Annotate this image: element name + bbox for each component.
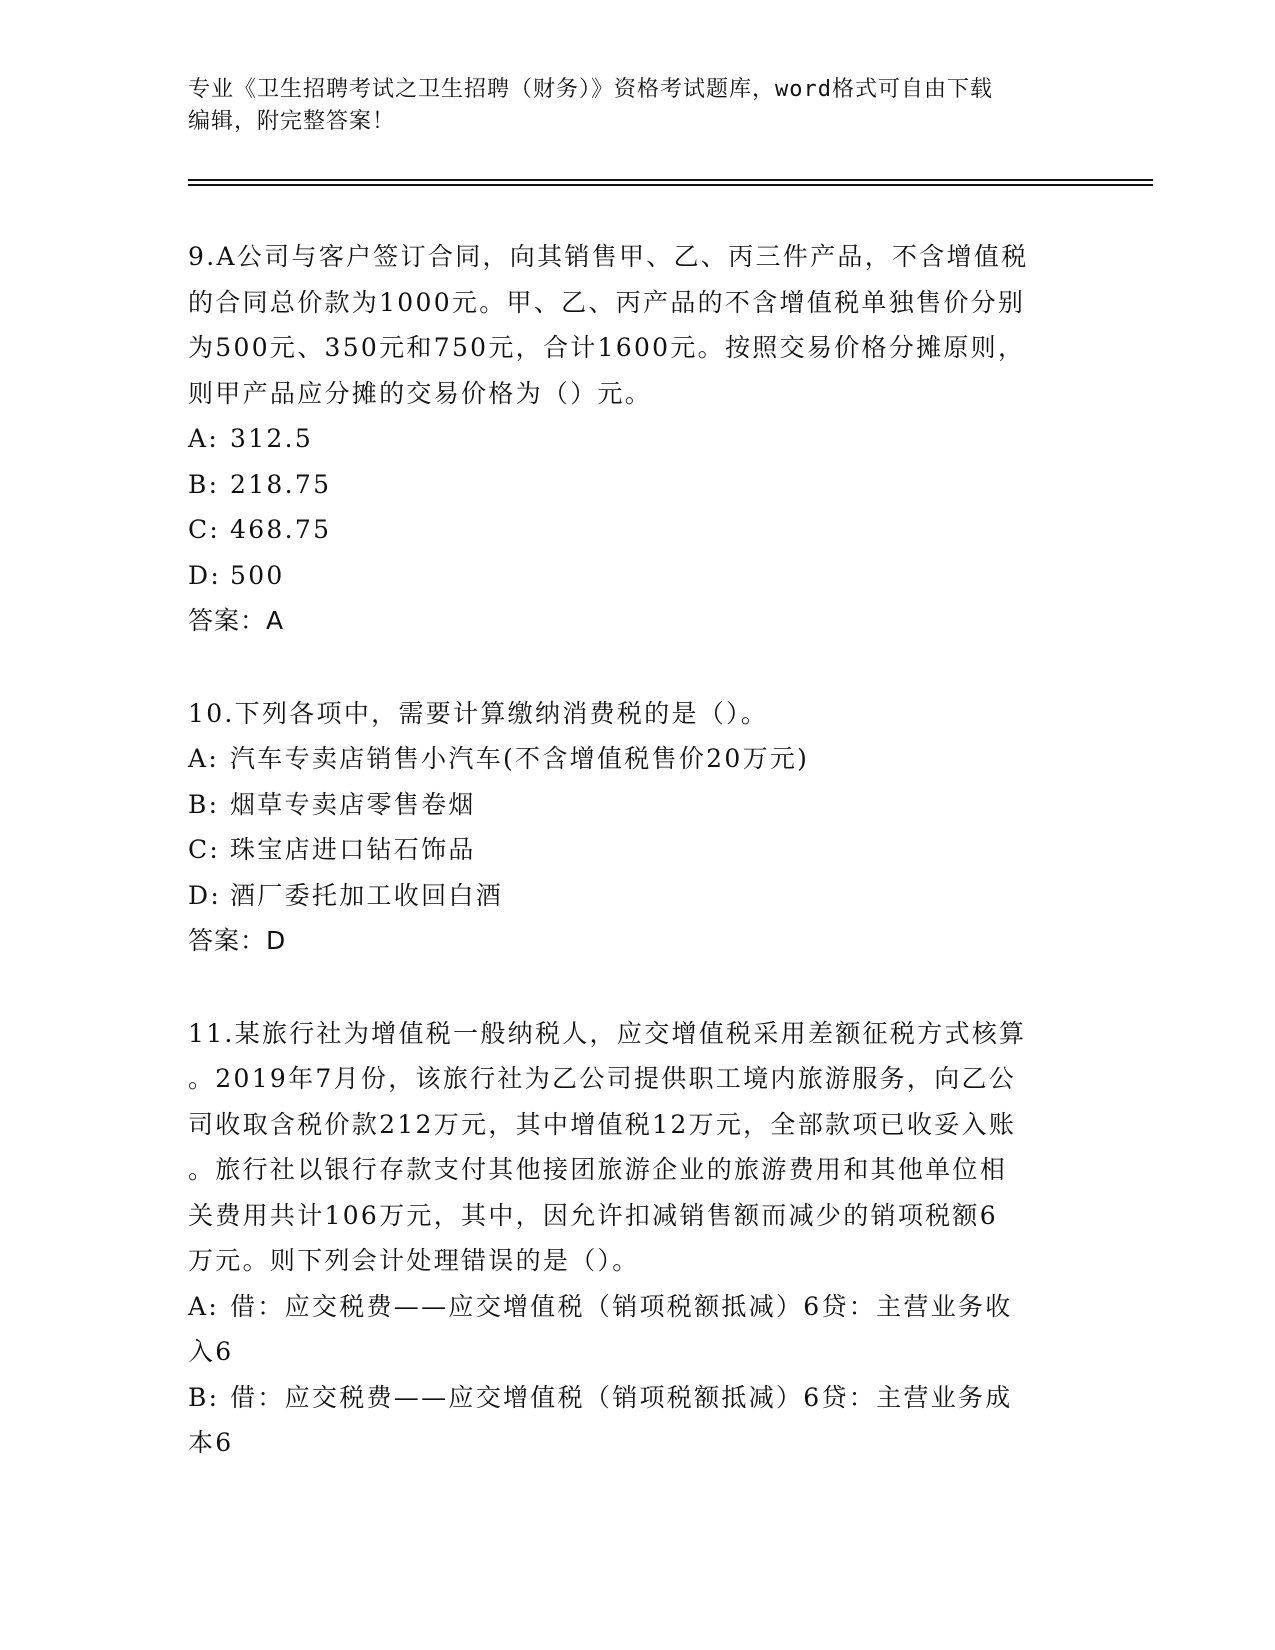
- option-key: B:: [188, 469, 220, 499]
- option-key: C:: [188, 515, 221, 544]
- option-key: C:: [188, 835, 221, 864]
- question-text-line: 的合同总价款为1000元。甲、乙、丙产品的不含增值税单独售价分别: [188, 287, 1026, 317]
- option-text: 借：应交税费——应交增值税（销项税额抵减）6贷：主营业务成: [230, 1382, 1013, 1412]
- question-text-line: 。2019年7月份，该旅行社为乙公司提供职工境内旅游服务，向乙公: [188, 1064, 1017, 1093]
- option-b: [188, 462, 1088, 508]
- option-a-continued: 入6: [188, 1337, 234, 1366]
- question-text-line: 。旅行社以银行存款支付其他接团旅游企业的旅游费用和其他单位相: [188, 1155, 1008, 1184]
- option-text: 312.5: [230, 424, 314, 453]
- option-text: 烟草专卖店零售卷烟: [230, 789, 476, 819]
- header-rule-top: [188, 179, 1153, 181]
- option-text: 468.75: [230, 515, 332, 544]
- option-key: B:: [188, 1382, 220, 1412]
- option-text: 500: [230, 560, 285, 590]
- question-text-line: 9.A公司与客户签订合同，向其销售甲、乙、丙三件产品，不含增值税: [188, 242, 1029, 271]
- answer-label: 答案：A: [188, 606, 285, 635]
- question-text-line: 10.下列各项中，需要计算缴纳消费税的是（）。: [188, 698, 769, 728]
- option-text: 珠宝店进口钻石饰品: [230, 835, 476, 864]
- question-text-line: 司收取含税价款212万元，其中增值税12万元，全部款项已收妥入账: [188, 1109, 1017, 1139]
- question-11: [188, 1011, 1088, 1466]
- option-text: 借：应交税费——应交增值税（销项税额抵减）6贷：主营业务收: [230, 1291, 1013, 1321]
- option-a: [188, 1284, 1088, 1330]
- header-line-2: 编辑，附完整答案！: [188, 109, 396, 134]
- option-key: D:: [188, 880, 222, 910]
- option-key: A:: [188, 424, 220, 453]
- option-b-continued: 本6: [188, 1428, 234, 1457]
- option-c: [188, 507, 1088, 553]
- question-text-line: 11.某旅行社为增值税一般纳税人，应交增值税采用差额征税方式核算: [188, 1018, 1027, 1048]
- option-d: [188, 553, 1088, 599]
- question-10: [188, 691, 1088, 964]
- question-text-line: 万元。则下列会计处理错误的是（）。: [188, 1246, 640, 1275]
- option-key: B:: [188, 789, 220, 819]
- question-text-line: 关费用共计106万元，其中，因允许扣减销售额而减少的销项税额6: [188, 1200, 998, 1230]
- option-text: 汽车专卖店销售小汽车(不含增值税售价20万元): [230, 744, 810, 773]
- answer-label: 答案：D: [188, 926, 287, 955]
- document-header: [188, 74, 1068, 138]
- header-line-1: 专业《卫生招聘考试之卫生招聘（财务）》资格考试题库，word格式可自由下载: [188, 77, 993, 102]
- option-b: [188, 782, 1088, 828]
- question-list: [188, 234, 1088, 1513]
- option-b: [188, 1375, 1088, 1421]
- option-c: [188, 827, 1088, 873]
- question-text-line: 为500元、350元和750元，合计1600元。按照交易价格分摊原则，: [188, 333, 1026, 362]
- header-rule-bottom: [188, 184, 1153, 186]
- question-text-line: 则甲产品应分摊的交易价格为（）元。: [188, 378, 653, 408]
- option-key: A:: [188, 744, 220, 773]
- option-text: 酒厂委托加工收回白酒: [230, 880, 504, 910]
- option-text: 218.75: [230, 469, 332, 499]
- option-key: D:: [188, 560, 222, 590]
- option-key: A:: [188, 1291, 220, 1321]
- option-a: [188, 736, 1088, 782]
- option-a: [188, 416, 1088, 462]
- question-9: [188, 234, 1088, 644]
- option-d: [188, 873, 1088, 919]
